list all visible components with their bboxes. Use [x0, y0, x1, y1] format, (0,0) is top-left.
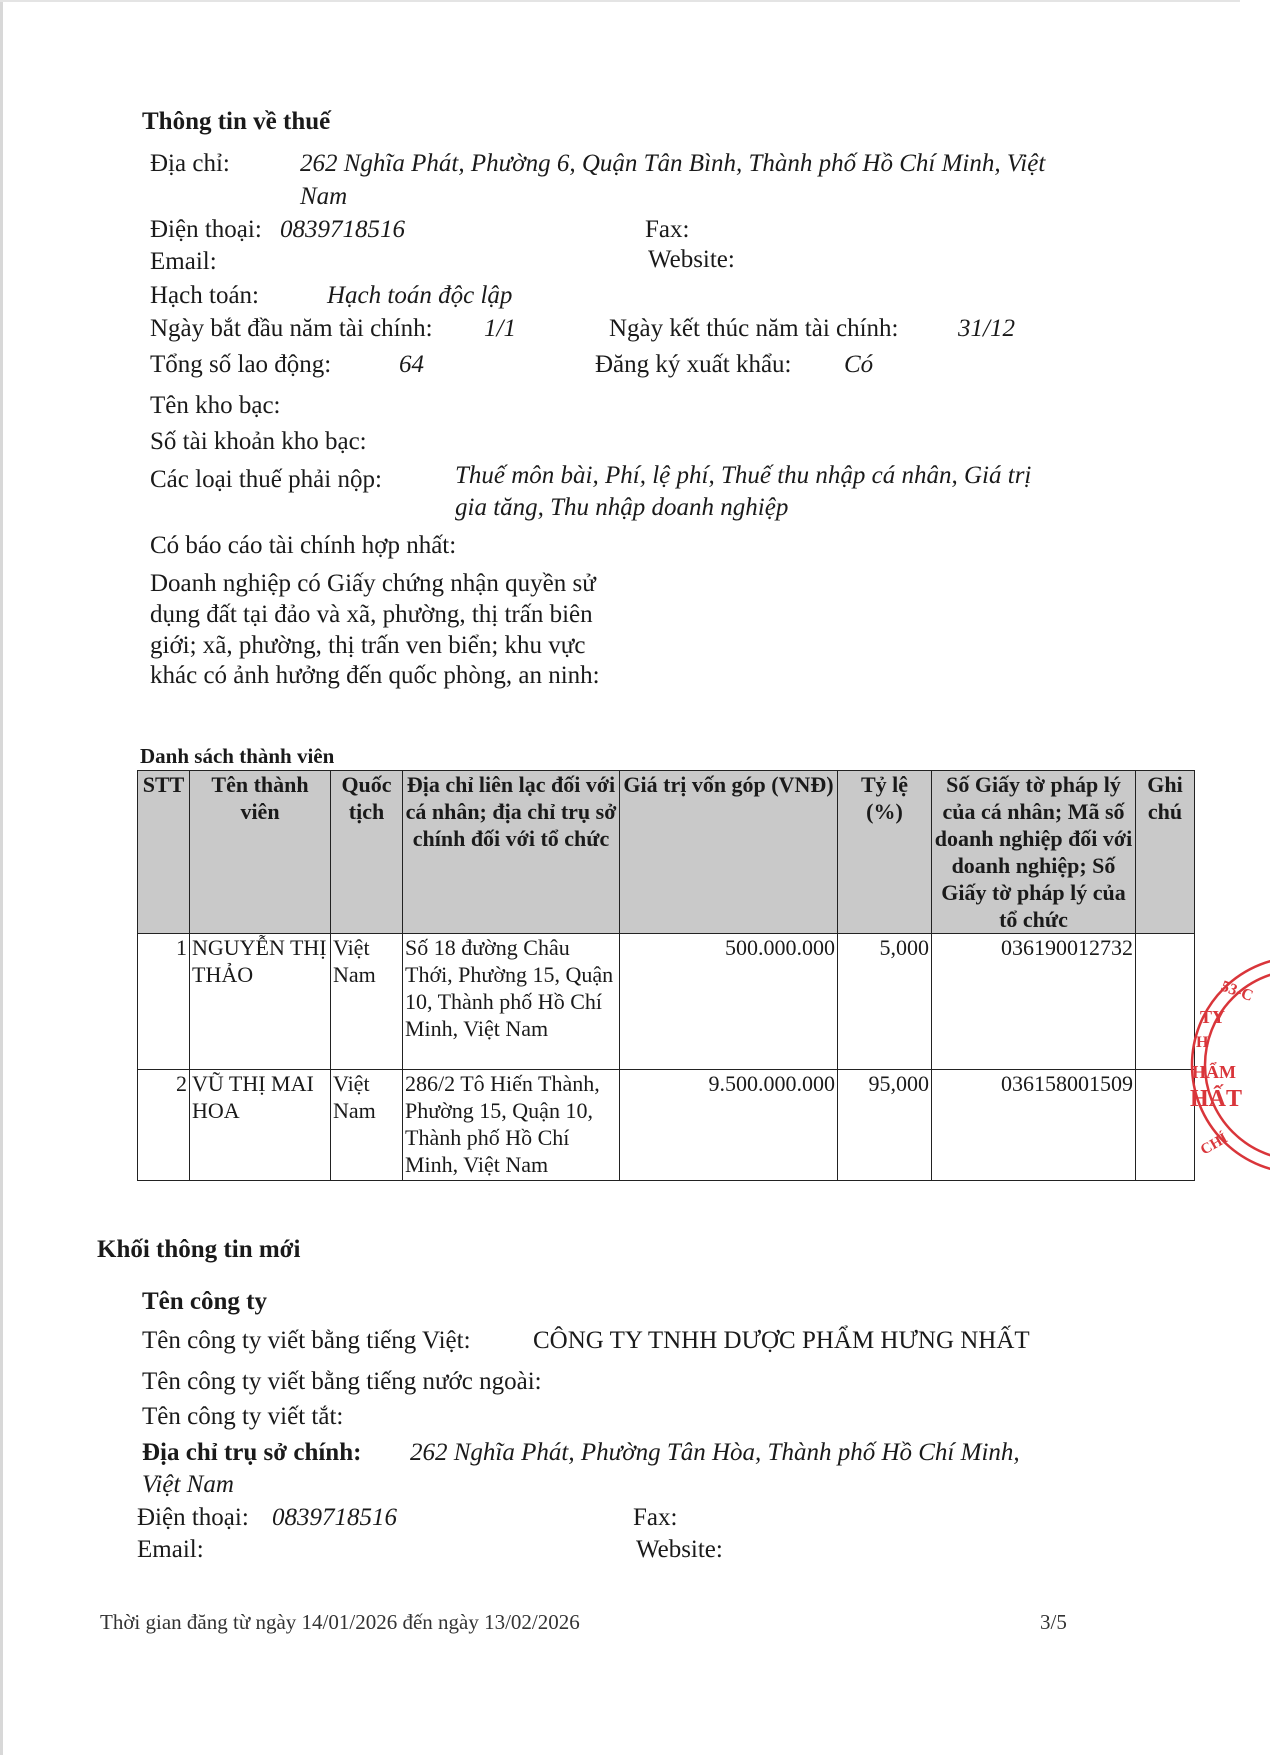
stamp-fragment: TY: [1200, 1007, 1226, 1027]
tax-section-title: Thông tin về thuế: [142, 108, 331, 135]
tax-accounting-value: Hạch toán độc lập: [327, 282, 513, 309]
header-note: Ghi chú: [1136, 771, 1195, 934]
row-address: 286/2 Tô Hiến Thành, Phường 15, Quận 10, Thành phố Hồ Chí Minh, Việt Nam: [403, 1070, 620, 1181]
tax-fiscal-end-label: Ngày kết thúc năm tài chính:: [609, 315, 899, 342]
hq-label: Địa chỉ trụ sở chính:: [142, 1439, 362, 1466]
table-row: [138, 934, 1195, 1070]
row-legal-doc: 036190012732: [932, 934, 1136, 1070]
short-name-label: Tên công ty viết tắt:: [142, 1403, 344, 1430]
stamp-fragment: HẤT: [1190, 1086, 1243, 1112]
header-ratio: Tỷ lệ (%): [838, 771, 932, 934]
row-note: [1136, 934, 1195, 1070]
members-header-row: [138, 771, 1195, 934]
treasury-account-label: Số tài khoản kho bạc:: [150, 428, 367, 455]
row-ratio: 95,000: [838, 1070, 932, 1181]
row-capital: 9.500.000.000: [620, 1070, 838, 1181]
land-certificate-line3: giới; xã, phường, thị trấn ven biển; khu vực: [150, 632, 586, 659]
page-left-edge: [0, 0, 3, 1755]
row-ratio: 5,000: [838, 934, 932, 1070]
stamp-fragment: CHÍ: [1198, 1130, 1231, 1159]
company-seal-stamp: [1190, 950, 1270, 1180]
row-nationality: Việt Nam: [331, 1070, 403, 1181]
members-title: Danh sách thành viên: [140, 744, 335, 768]
company-name-title: Tên công ty: [142, 1288, 267, 1315]
treasury-name-label: Tên kho bạc:: [150, 392, 281, 419]
row-stt: 2: [138, 1070, 190, 1181]
header-legal-doc: Số Giấy tờ pháp lý của cá nhân; Mã số doanh nghiệp đối với doanh nghiệp; Số Giấy tờ pháp lý của tổ chức: [932, 771, 1136, 934]
header-name: Tên thành viên: [190, 771, 331, 934]
tax-fiscal-start-value: 1/1: [484, 315, 516, 342]
foreign-name-label: Tên công ty viết bằng tiếng nước ngoài:: [142, 1368, 542, 1395]
header-address: Địa chỉ liên lạc đối với cá nhân; địa chỉ trụ sở chính đối với tổ chức: [403, 771, 620, 934]
land-certificate-line2: dụng đất tại đảo và xã, phường, thị trấn biên: [150, 601, 593, 628]
page-number: 3/5: [1040, 1610, 1067, 1634]
tax-types-value-line1: Thuế môn bài, Phí, lệ phí, Thuế thu nhập cá nhân, Giá trị: [455, 462, 1032, 489]
hq-value-line2: Việt Nam: [142, 1471, 234, 1498]
header-stt: STT: [138, 771, 190, 934]
row-name: VŨ THỊ MAI HOA: [190, 1070, 331, 1181]
tax-types-label: Các loại thuế phải nộp:: [150, 466, 382, 493]
stamp-fragment: H: [1196, 1034, 1209, 1051]
footer-period: Thời gian đăng từ ngày 14/01/2026 đến ngày 13/02/2026: [100, 1610, 580, 1634]
tax-labor-value: 64: [399, 351, 424, 378]
page-top-edge: [0, 0, 1240, 2]
tax-phone-value: 0839718516: [280, 216, 405, 243]
vn-name-label: Tên công ty viết bằng tiếng Việt:: [142, 1327, 471, 1354]
tax-fiscal-start-label: Ngày bắt đầu năm tài chính:: [150, 315, 433, 342]
stamp-fragment: HẨM: [1192, 1062, 1236, 1082]
row-address: Số 18 đường Châu Thới, Phường 15, Quận 10, Thành phố Hồ Chí Minh, Việt Nam: [403, 934, 620, 1070]
tax-website-label: Website:: [648, 246, 735, 273]
row-capital: 500.000.000: [620, 934, 838, 1070]
tax-address-value-line1: 262 Nghĩa Phát, Phường 6, Quận Tân Bình, Thành phố Hồ Chí Minh, Việt: [300, 150, 1046, 177]
header-capital: Giá trị vốn góp (VNĐ): [620, 771, 838, 934]
stamp-fragment: 53-C: [1218, 977, 1256, 1006]
members-table: [137, 770, 1195, 1181]
tax-fax-label: Fax:: [645, 216, 690, 243]
table-row: [138, 1070, 1195, 1181]
new-website-label: Website:: [636, 1536, 723, 1563]
row-stt: 1: [138, 934, 190, 1070]
vn-name-value: CÔNG TY TNHH DƯỢC PHẨM HƯNG NHẤT: [533, 1327, 1030, 1354]
new-fax-label: Fax:: [633, 1504, 678, 1531]
row-note: [1136, 1070, 1195, 1181]
tax-fiscal-end-value: 31/12: [958, 315, 1015, 342]
tax-export-value: Có: [844, 351, 874, 378]
hq-value-line1: 262 Nghĩa Phát, Phường Tân Hòa, Thành phố Hồ Chí Minh,: [410, 1439, 1020, 1466]
row-legal-doc: 036158001509: [932, 1070, 1136, 1181]
land-certificate-line4: khác có ảnh hưởng đến quốc phòng, an ninh:: [150, 662, 600, 689]
new-phone-value: 0839718516: [272, 1504, 397, 1531]
new-email-label: Email:: [137, 1536, 204, 1563]
tax-address-value-line2: Nam: [300, 183, 348, 210]
new-info-title: Khối thông tin mới: [97, 1236, 301, 1263]
tax-accounting-label: Hạch toán:: [150, 282, 259, 309]
new-phone-label: Điện thoại:: [137, 1504, 249, 1531]
tax-export-label: Đăng ký xuất khẩu:: [595, 351, 792, 378]
tax-email-label: Email:: [150, 248, 217, 275]
tax-types-value-line2: gia tăng, Thu nhập doanh nghiệp: [455, 494, 789, 521]
consolidated-report-label: Có báo cáo tài chính hợp nhất:: [150, 532, 457, 559]
row-nationality: Việt Nam: [331, 934, 403, 1070]
tax-address-label: Địa chỉ:: [150, 150, 230, 177]
tax-labor-label: Tổng số lao động:: [150, 351, 332, 378]
land-certificate-line1: Doanh nghiệp có Giấy chứng nhận quyền sử: [150, 570, 596, 597]
header-nationality: Quốc tịch: [331, 771, 403, 934]
row-name: NGUYỄN THỊ THẢO: [190, 934, 331, 1070]
tax-phone-label: Điện thoại:: [150, 216, 262, 243]
